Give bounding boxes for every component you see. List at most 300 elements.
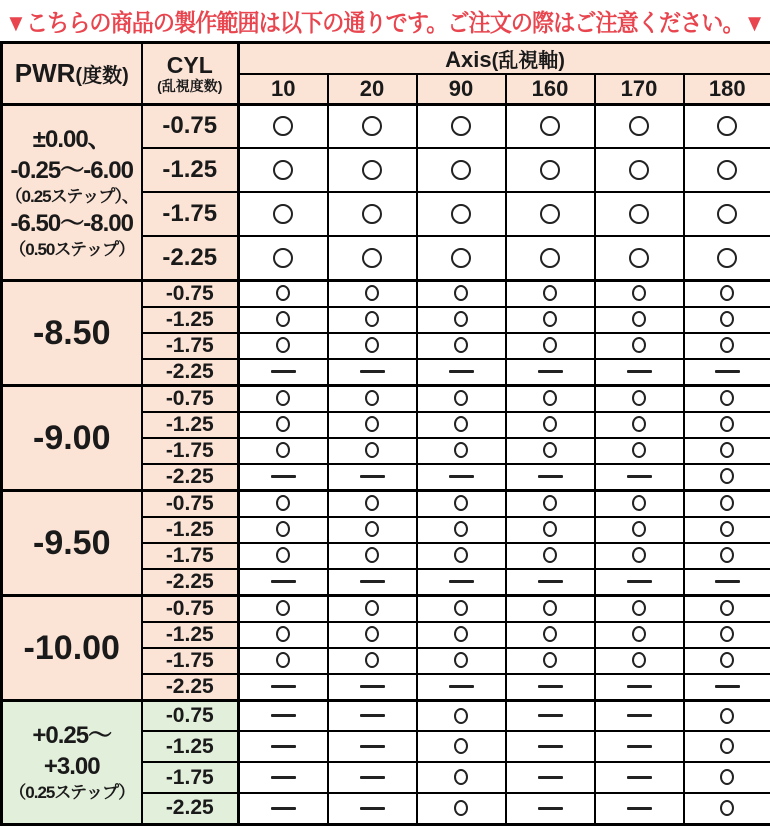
availability-cell [684,674,770,701]
availability-cell [506,385,595,412]
circle-icon [365,337,379,353]
dash-icon [627,580,652,583]
circle-icon [720,547,734,563]
dash-icon [627,714,652,717]
circle-icon [720,600,734,616]
dash-icon [449,685,474,688]
pwr-group-label [2,385,142,490]
axis-value-header: 180 [684,74,770,104]
circle-icon [543,652,557,668]
pwr-header-sub: (度数) [75,65,128,87]
dash-icon [538,807,563,810]
availability-cell [595,762,684,793]
table-row [2,490,770,517]
axis-value-header: 170 [595,74,684,104]
circle-icon [543,626,557,642]
availability-cell [595,104,684,148]
axis-header-title: Axis [445,47,491,72]
cyl-value-cell: -1.75 [142,333,239,359]
circle-icon [543,495,557,511]
availability-cell [595,192,684,236]
table-row [2,280,770,307]
availability-cell [595,700,684,731]
availability-cell [417,192,506,236]
availability-cell [239,464,328,491]
axis-header [239,43,770,75]
dash-icon [715,580,740,583]
availability-cell [328,148,417,192]
circle-icon [454,626,468,642]
availability-cell [684,104,770,148]
availability-cell [506,236,595,280]
notice-banner-text: ▼こちらの商品の製作範囲は以下の通りです。ご注文の際はご注意ください。▼ [5,3,765,38]
circle-icon [454,800,468,816]
circle-icon [720,416,734,432]
circle-icon [720,442,734,458]
pwr-group-label-line: -8.50 [3,315,141,351]
cyl-value-cell: -0.75 [142,385,239,412]
availability-cell [595,517,684,543]
availability-cell [595,412,684,438]
availability-cell [506,412,595,438]
availability-cell [506,762,595,793]
availability-cell [417,648,506,674]
cyl-value-cell: -0.75 [142,595,239,622]
cyl-value-cell: -0.75 [142,490,239,517]
dash-icon [538,745,563,748]
availability-cell [595,359,684,386]
dash-icon [360,370,385,373]
availability-cell [239,280,328,307]
availability-cell [328,517,417,543]
table-row [2,385,770,412]
cyl-value-cell: -2.25 [142,674,239,701]
circle-icon [451,204,471,224]
availability-cell [684,622,770,648]
availability-cell [328,359,417,386]
availability-cell [506,359,595,386]
cyl-value-cell: -0.75 [142,280,239,307]
availability-cell [328,104,417,148]
table-row [2,595,770,622]
availability-cell [595,307,684,333]
availability-cell [506,192,595,236]
dash-icon [271,475,296,478]
availability-cell [684,517,770,543]
dash-icon [360,714,385,717]
availability-cell [684,307,770,333]
availability-cell [417,517,506,543]
circle-icon [717,248,737,268]
pwr-group-label-line: （0.25ステップ）、 [3,186,141,208]
availability-cell [328,307,417,333]
circle-icon [454,311,468,327]
pwr-group-label-line: ±0.00、 [3,124,141,155]
availability-cell [417,595,506,622]
circle-icon [276,626,290,642]
dash-icon [627,685,652,688]
availability-cell [417,104,506,148]
cyl-value-cell: -1.75 [142,648,239,674]
circle-icon [454,285,468,301]
circle-icon [543,390,557,406]
circle-icon [454,495,468,511]
availability-cell [328,674,417,701]
circle-icon [632,285,646,301]
availability-cell [417,438,506,464]
circle-icon [276,416,290,432]
circle-icon [454,769,468,785]
availability-cell [684,464,770,491]
pwr-group-label-line: +0.25〜 [3,720,141,751]
circle-icon [720,800,734,816]
availability-cell [595,236,684,280]
availability-cell [684,236,770,280]
dash-icon [449,475,474,478]
circle-icon [632,547,646,563]
circle-icon [720,626,734,642]
availability-cell [239,762,328,793]
circle-icon [720,285,734,301]
circle-icon [365,600,379,616]
availability-cell [239,385,328,412]
availability-cell [684,359,770,386]
circle-icon [454,416,468,432]
availability-cell [239,674,328,701]
circle-icon [365,495,379,511]
availability-cell [595,648,684,674]
circle-icon [629,160,649,180]
availability-cell [417,359,506,386]
availability-cell [417,385,506,412]
cyl-value-cell: -1.25 [142,622,239,648]
availability-cell [239,595,328,622]
pwr-group-label [2,700,142,824]
availability-cell [328,648,417,674]
availability-cell [417,700,506,731]
pwr-group-label-line: -0.25〜-6.00 [3,155,141,186]
pwr-group-label-line: （0.25ステップ） [3,782,141,804]
dash-icon [271,745,296,748]
availability-cell [417,236,506,280]
availability-cell [239,648,328,674]
availability-cell [684,438,770,464]
circle-icon [451,160,471,180]
availability-cell [417,762,506,793]
circle-icon [543,442,557,458]
availability-cell [328,595,417,622]
availability-cell [506,280,595,307]
circle-icon [543,521,557,537]
dash-icon [538,580,563,583]
circle-icon [454,652,468,668]
availability-cell [506,674,595,701]
dash-icon [271,807,296,810]
circle-icon [540,160,560,180]
cyl-value-cell: -1.75 [142,543,239,569]
circle-icon [454,547,468,563]
availability-cell [239,569,328,596]
circle-icon [362,204,382,224]
circle-icon [720,468,734,484]
availability-cell [506,438,595,464]
dash-icon [360,580,385,583]
availability-cell [239,731,328,762]
circle-icon [276,600,290,616]
availability-cell [595,464,684,491]
availability-cell [595,280,684,307]
pwr-header-title: PWR [15,58,76,88]
availability-cell [684,148,770,192]
axis-value-header: 10 [239,74,328,104]
availability-cell [506,333,595,359]
pwr-group-label [2,595,142,700]
circle-icon [451,116,471,136]
pwr-group-label-line: -9.00 [3,420,141,456]
cyl-value-cell: -2.25 [142,793,239,824]
availability-cell [239,793,328,824]
dash-icon [538,370,563,373]
header-row-main [2,43,770,75]
availability-cell [595,622,684,648]
pwr-group-label [2,104,142,280]
availability-cell [506,517,595,543]
circle-icon [454,600,468,616]
availability-cell [239,517,328,543]
availability-cell [328,385,417,412]
availability-cell [684,280,770,307]
circle-icon [629,116,649,136]
notice-banner [0,0,770,41]
availability-cell [684,385,770,412]
availability-cell [684,490,770,517]
cyl-header-sub: (乱視度数) [143,79,238,93]
circle-icon [365,521,379,537]
circle-icon [720,390,734,406]
dash-icon [538,685,563,688]
availability-cell [328,569,417,596]
circle-icon [276,652,290,668]
availability-cell [417,412,506,438]
availability-cell [595,438,684,464]
circle-icon [720,652,734,668]
circle-icon [720,769,734,785]
availability-cell [684,333,770,359]
availability-cell [239,307,328,333]
circle-icon [273,160,293,180]
availability-cell [417,333,506,359]
dash-icon [538,475,563,478]
circle-icon [454,708,468,724]
circle-icon [543,416,557,432]
availability-cell [417,464,506,491]
cyl-value-cell: -1.25 [142,517,239,543]
availability-cell [595,385,684,412]
dash-icon [271,714,296,717]
circle-icon [276,495,290,511]
availability-cell [417,569,506,596]
availability-cell [684,700,770,731]
dash-icon [360,807,385,810]
availability-cell [328,731,417,762]
availability-cell [328,412,417,438]
availability-cell [506,148,595,192]
circle-icon [632,416,646,432]
circle-icon [632,626,646,642]
axis-header-sub: (乱視軸) [492,50,565,72]
availability-cell [239,104,328,148]
availability-cell [239,622,328,648]
circle-icon [365,285,379,301]
availability-cell [684,543,770,569]
circle-icon [276,390,290,406]
circle-icon [720,337,734,353]
availability-cell [506,490,595,517]
circle-icon [273,116,293,136]
production-range-table [0,41,770,826]
circle-icon [543,285,557,301]
dash-icon [715,370,740,373]
availability-cell [506,104,595,148]
circle-icon [543,600,557,616]
cyl-header-title: CYL [143,54,238,77]
availability-cell [239,148,328,192]
cyl-value-cell: -2.25 [142,464,239,491]
availability-cell [328,280,417,307]
cyl-value-cell: -1.75 [142,192,239,236]
cyl-value-cell: -2.25 [142,236,239,280]
availability-cell [684,595,770,622]
availability-cell [239,236,328,280]
availability-cell [239,359,328,386]
cyl-value-cell: -0.75 [142,104,239,148]
circle-icon [276,547,290,563]
circle-icon [543,311,557,327]
circle-icon [632,521,646,537]
availability-cell [506,464,595,491]
circle-icon [632,337,646,353]
availability-cell [328,762,417,793]
circle-icon [365,626,379,642]
availability-cell [595,490,684,517]
availability-cell [328,438,417,464]
availability-cell [506,307,595,333]
dash-icon [360,776,385,779]
circle-icon [365,416,379,432]
circle-icon [540,116,560,136]
circle-icon [632,652,646,668]
circle-icon [632,311,646,327]
circle-icon [454,337,468,353]
circle-icon [365,652,379,668]
cyl-value-cell: -1.25 [142,148,239,192]
cyl-value-cell: -0.75 [142,700,239,731]
availability-cell [239,543,328,569]
axis-value-header: 90 [417,74,506,104]
dash-icon [271,580,296,583]
availability-cell [684,192,770,236]
axis-value-header: 20 [328,74,417,104]
availability-cell [506,793,595,824]
dash-icon [715,685,740,688]
availability-cell [506,731,595,762]
availability-cell [595,543,684,569]
circle-icon [632,390,646,406]
range-table-body [2,104,770,824]
pwr-group-label-line: （0.50ステップ） [3,239,141,261]
circle-icon [276,337,290,353]
circle-icon [365,442,379,458]
circle-icon [365,547,379,563]
dash-icon [627,475,652,478]
circle-icon [543,337,557,353]
dash-icon [538,714,563,717]
availability-cell [417,731,506,762]
dash-icon [360,475,385,478]
availability-cell [328,464,417,491]
circle-icon [362,116,382,136]
circle-icon [365,311,379,327]
availability-cell [417,793,506,824]
circle-icon [632,495,646,511]
availability-cell [328,236,417,280]
availability-cell [684,762,770,793]
circle-icon [717,160,737,180]
availability-cell [417,490,506,517]
cyl-value-cell: -1.75 [142,438,239,464]
cyl-value-cell: -2.25 [142,359,239,386]
availability-cell [506,595,595,622]
pwr-group-label-line: -6.50〜-8.00 [3,208,141,239]
availability-cell [506,648,595,674]
pwr-group-label-line: -10.00 [3,630,141,666]
availability-cell [417,280,506,307]
circle-icon [540,248,560,268]
availability-cell [595,148,684,192]
dash-icon [538,776,563,779]
availability-cell [417,622,506,648]
availability-cell [328,793,417,824]
cyl-value-cell: -1.75 [142,762,239,793]
circle-icon [276,442,290,458]
availability-cell [417,543,506,569]
circle-icon [720,708,734,724]
dash-icon [627,807,652,810]
dash-icon [271,370,296,373]
pwr-group-label-line: +3.00 [3,751,141,782]
circle-icon [362,160,382,180]
dash-icon [627,745,652,748]
cyl-value-cell: -1.25 [142,412,239,438]
availability-cell [417,674,506,701]
circle-icon [276,311,290,327]
cyl-header [142,43,239,105]
cyl-value-cell: -1.25 [142,307,239,333]
availability-cell [239,700,328,731]
availability-cell [506,622,595,648]
circle-icon [451,248,471,268]
availability-cell [328,333,417,359]
availability-cell [595,595,684,622]
availability-cell [239,333,328,359]
availability-cell [417,148,506,192]
availability-cell [595,569,684,596]
circle-icon [720,738,734,754]
circle-icon [276,285,290,301]
availability-cell [239,192,328,236]
availability-cell [684,731,770,762]
dash-icon [627,370,652,373]
